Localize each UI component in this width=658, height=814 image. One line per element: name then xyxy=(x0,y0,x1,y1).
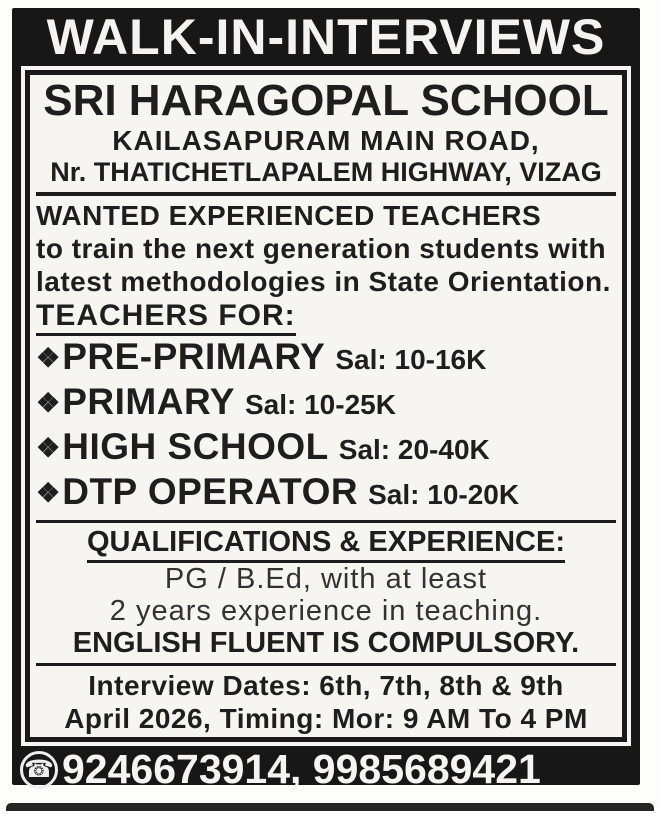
interview-timing-line: April 2026, Timing: Mor: 9 AM To 4 PM xyxy=(64,703,588,734)
separator xyxy=(36,663,616,666)
qualification-line: PG / B.Ed, with at least xyxy=(164,563,488,595)
job-salary: Sal: 10-20K xyxy=(368,479,520,510)
diamond-bullet-icon: ❖ xyxy=(36,478,61,508)
diamond-bullet-icon: ❖ xyxy=(36,343,61,373)
contact-phone-numbers: 9246673914, 9985689421 xyxy=(62,746,541,792)
wanted-text-line: WANTED EXPERIENCED TEACHERS xyxy=(36,200,542,231)
diamond-bullet-icon: ❖ xyxy=(36,433,61,463)
wanted-text-line: to train the next generation students with xyxy=(36,233,607,264)
separator xyxy=(36,192,616,196)
phone-icon: ☎ xyxy=(20,751,58,789)
job-role: PRE-PRIMARY xyxy=(62,336,326,377)
job-salary: Sal: 20-40K xyxy=(338,434,490,465)
school-address-line2: Nr. THATICHETLAPALEM HIGHWAY, VIZAG xyxy=(50,157,602,187)
next-ad-top-border xyxy=(6,803,654,811)
panel-gap xyxy=(21,66,631,746)
ad-content-panel xyxy=(25,70,627,742)
diamond-bullet-icon: ❖ xyxy=(36,388,61,418)
job-role: PRIMARY xyxy=(62,381,235,422)
school-address-line1: KAILASAPURAM MAIN ROAD, xyxy=(112,125,540,156)
english-compulsory-note: ENGLISH FLUENT IS COMPULSORY. xyxy=(72,627,580,659)
qualification-line: 2 years experience in teaching. xyxy=(109,595,543,627)
job-role: DTP OPERATOR xyxy=(62,471,359,512)
job-advertisement xyxy=(12,8,640,792)
job-listing-row xyxy=(36,426,616,471)
job-listing-row xyxy=(36,471,616,516)
school-name: SRI HARAGOPAL SCHOOL xyxy=(43,76,609,125)
job-salary: Sal: 10-25K xyxy=(244,389,396,420)
interview-dates-line: Interview Dates: 6th, 7th, 8th & 9th xyxy=(88,670,564,701)
job-salary: Sal: 10-16K xyxy=(335,344,487,375)
contact-bar xyxy=(12,746,640,793)
qualifications-heading: QUALIFICATIONS & EXPERIENCE: xyxy=(87,526,565,563)
separator xyxy=(36,520,616,523)
job-listing-row xyxy=(36,336,616,381)
wanted-text-line: latest methodologies in State Orientation. xyxy=(36,266,611,297)
ad-headline: WALK-IN-INTERVIEWS xyxy=(46,9,606,65)
job-role: HIGH SCHOOL xyxy=(62,426,329,467)
teachers-for-heading: TEACHERS FOR: xyxy=(36,300,296,336)
job-listing-row xyxy=(36,381,616,426)
